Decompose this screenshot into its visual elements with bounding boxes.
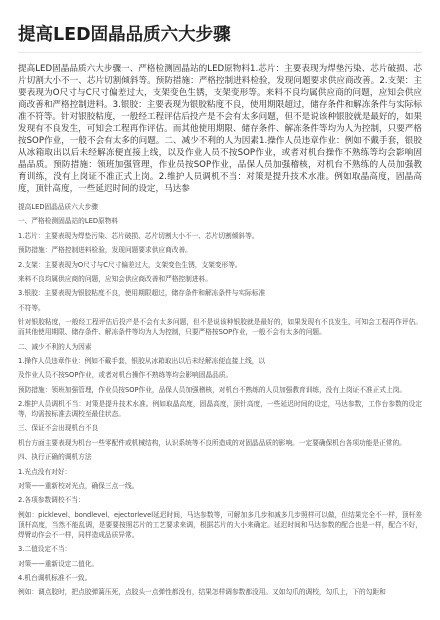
paragraph: 机台方面主要表现为机台一些零配件或机械结构，认识系统等不良所造成的对固晶品质的影响。一定要确保机台各项功能是正常的。 [18,438,406,447]
paragraph: 及作业人员不按SOP作业，或者对机台操作不熟练等均会影响固晶品质。 [18,371,233,380]
intro-paragraph: 提高LED固晶品质六大步骤一、严格检测固晶站的LED原物料1.芯片：主要表现为焊垫污染、芯片破损、芯片切割大小不一、芯片切割倾斜等。预防措施：严格控制进料检验，发现问题要求供应商改善。2.支架：主要表现为O尺寸与C尺寸偏差过大，支架变色生锈，支架变形等。来料不良均属供应商的问题，应知会供应商改善和严格控制进料。3.银胶：主要表现为银胶粘度不良，使用期限超过，储存条件和解冻条件与实际标准不符等。针对银胶粘度，一般经工程评估后投产是不会有太多问题，但不是说该种银胶就是最好的，如果发现有不良发生，可知会工程再作评估。而其他使用期限、储存条件、解冻条件等均为人为控制，只要严格按SOP作业，一般不会有太多的问题。二、减少不利的人为因素1.操作人员违章作业：例如不戴手套，银胶从冰箱取出以后未经解冻便直接上线，以及作业人员不按SOP作业，或者对机台操作不熟练等均会影响固晶品质。预防措施：领班加强管理，作业员按SOP作业，品保人员加强稽核，对机台不熟练的人员加强教育训练，没有上岗证不准正式上岗。2.维护人员调机不当：对策是提升技术水准。例如取晶高度，固晶高度，顶针高度，一些延迟时间的设定，马达参 [18,64,422,194]
body-text [18,202,422,597]
paragraph: 对策——重新设定二值化。 [18,559,99,568]
section-heading: 四、执行正确的调机方法 [18,453,92,462]
paragraph: 2.各项参数调校不当： [18,496,85,505]
paragraph: 提高LED固晶品质六大步骤 [18,203,98,211]
section-heading: 二、减少不利的人为因素 [18,342,92,351]
paragraph: 例如：picklevel、bondlevel、ejectorlevel延迟时间，马达参数等，可解加多几步和减多几步照样可以做，但结果完全不一样，顶杆差顶杆高度，当然不能乱调，是要要按照芯片的工艺要求来调，根据芯片的大小来确定。延迟时间和马达参数的配合也是一样，配合不好，焊臂动作会不一样，同样造成品质异常。 [18,510,422,539]
paragraph: 1.操作人员违章作业：例如不戴手套，银胶从冰箱取出以后未经解冻便直接上线，以 [18,356,266,365]
paragraph: 预防措施：领班加强管理，作业员按SOP作业，品保人员加强稽核，对机台不熟练的人员加强教育训练，没有上岗证不准正式上岗。 [18,385,407,394]
paragraph: 不符等。 [18,303,45,312]
paragraph: 针对银胶粘度，一般经工程评估后投产是不会有太多问题，但不是说该种银胶就是最好的，如果发现有不良发生，可知会工程再作评估。而其他使用期限、储存条件、解冻条件等均为人为控制，只要严格按SOP作业，一般不会有太多的问题。 [18,318,422,337]
paragraph: 3.二值设定不当： [18,545,72,554]
paragraph: 2.支架：主要表现为O尺寸与C尺寸偏差过大，支架变色生锈，支架变形等。 [18,260,242,269]
paragraph: 例如：调点胶时，把点胶弹簧压死，点胶头一点弹性都没有，结果怎样调参数都没用。又如勾爪的调校，勾爪上，下的勾距和 [18,588,386,597]
document-title: 提高LED固晶品质六大步骤 [18,24,422,53]
paragraph: 4.机台调机标准不一致。 [18,573,92,582]
paragraph: 1.光点没有对好： [18,467,72,476]
section-heading: 一、严格检测固晶站的LED原物料 [18,217,119,226]
paragraph: 来料不良均属供应商的问题，应知会供应商改善和严格控制进料。 [18,274,212,283]
paragraph: 1.芯片：主要表现为焊垫污染、芯片破损、芯片切割大小不一、芯片切割倾斜等。 [18,231,259,240]
paragraph: 3.银胶：主要表现为银胶粘度不良，使用期限超过，储存条件和解冻条件与实际标准 [18,289,266,298]
paragraph: 对策——重新校对光点，确保三点一线。 [18,482,139,491]
paragraph: 预防措施：严格控制进料检验，发现问题要求供应商改善。 [18,246,192,255]
paragraph: 2.维护人员调机不当：对策是提升技术水准。例如取晶高度，固晶高度，顶针高度，一些延迟时间的设定，马达参数，工作台参数的设定等，均需按标准去调校至最佳状态。 [18,400,422,419]
section-heading: 三、保证不会出现机台不良 [18,424,99,433]
